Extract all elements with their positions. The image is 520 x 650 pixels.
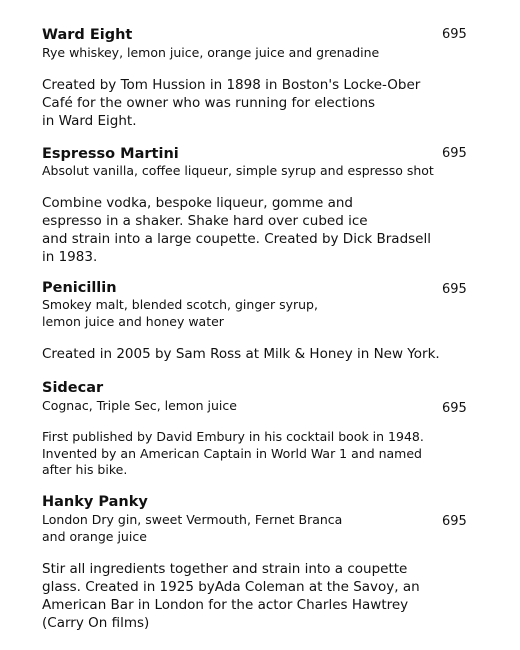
ingredients-line: and orange juice: [42, 529, 147, 544]
story-line: after his bike.: [42, 462, 128, 477]
story-line: in Ward Eight.: [42, 113, 137, 129]
item-ingredients: [42, 296, 318, 330]
story-line: and strain into a large coupette. Created by Dick Bradsell: [42, 231, 431, 247]
item-price: 695: [442, 146, 467, 161]
item-price: 695: [442, 27, 467, 42]
story-line: First published by David Embury in his cocktail book in 1948.: [42, 429, 424, 444]
item-price: 695: [442, 401, 467, 416]
item-story: [42, 560, 420, 632]
story-line: Stir all ingredients together and strain into a coupette: [42, 561, 408, 577]
item-price: 695: [442, 514, 467, 529]
story-line: Created by Tom Hussion in 1898 in Boston's Locke-Ober: [42, 77, 421, 93]
ingredients-line: lemon juice and honey water: [42, 314, 224, 329]
item-ingredients: [42, 511, 342, 545]
item-story: [42, 76, 420, 130]
story-line: (Carry On films): [42, 615, 150, 631]
item-name: Sidecar: [42, 380, 104, 396]
item-story: [42, 429, 424, 479]
ingredients-line: Cognac, Triple Sec, lemon juice: [42, 398, 237, 413]
ingredients-line: Rye whiskey, lemon juice, orange juice and grenadine: [42, 45, 380, 60]
item-ingredients: [42, 44, 379, 61]
ingredients-line: Smokey malt, blended scotch, ginger syrup,: [42, 297, 318, 312]
item-story: [42, 345, 440, 363]
story-line: Combine vodka, bespoke liqueur, gomme and: [42, 195, 353, 211]
story-line: in 1983.: [42, 249, 98, 265]
ingredients-line: London Dry gin, sweet Vermouth, Fernet Branca: [42, 512, 343, 527]
item-ingredients: [42, 397, 237, 414]
story-line: Café for the owner who was running for elections: [42, 95, 376, 111]
item-name: Hanky Panky: [42, 494, 148, 510]
item-name: Espresso Martini: [42, 146, 179, 162]
item-name: Ward Eight: [42, 27, 133, 43]
story-line: Invented by an American Captain in World War 1 and named: [42, 445, 422, 461]
story-line: Created in 2005 by Sam Ross at Milk & Honey in New York.: [42, 346, 440, 362]
story-line: American Bar in London for the actor Charles Hawtrey: [42, 597, 409, 613]
item-price: 695: [442, 282, 467, 297]
ingredients-line: Absolut vanilla, coffee liqueur, simple syrup and espresso shot: [42, 163, 434, 178]
story-line: espresso in a shaker. Shake hard over cubed ice: [42, 213, 368, 229]
item-name: Penicillin: [42, 280, 117, 296]
item-ingredients: [42, 162, 434, 179]
item-story: [42, 194, 431, 266]
story-line: glass. Created in 1925 byAda Coleman at the Savoy, an: [42, 579, 420, 595]
